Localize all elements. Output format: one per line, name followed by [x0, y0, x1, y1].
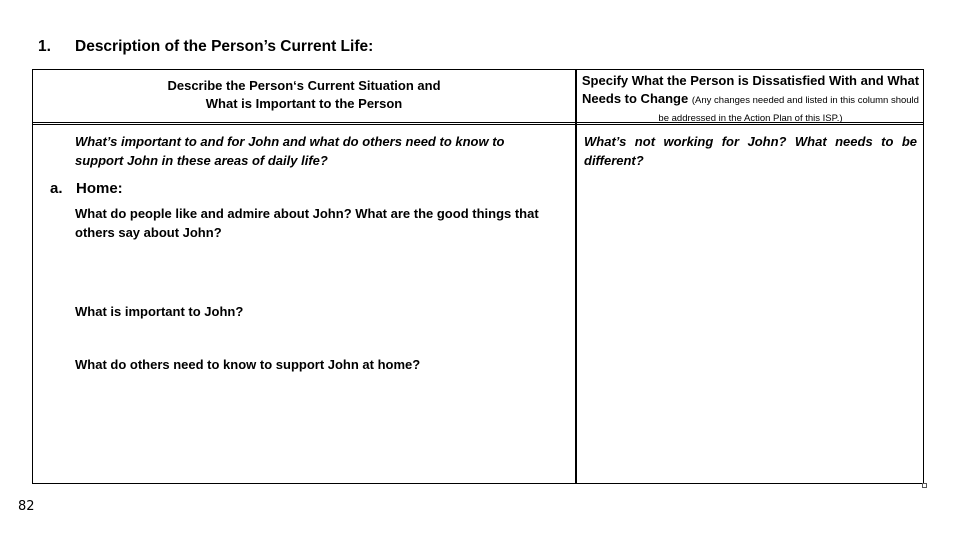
subsection-letter: a.	[50, 180, 63, 197]
question-admire: What do people like and admire about John? What are the good things that others say about John?	[75, 206, 539, 240]
section-number: 1.	[38, 38, 51, 55]
subsection-home	[50, 180, 123, 197]
question-important: What is important to John?	[75, 304, 244, 319]
resize-handle[interactable]	[922, 483, 927, 488]
left-header-line-2: What is Important to the Person	[205, 96, 403, 111]
section-heading	[38, 38, 373, 56]
page-number: 82	[18, 499, 35, 514]
right-column-header	[578, 72, 923, 126]
question-support: What do others need to know to support John at home?	[75, 357, 421, 372]
left-column-header	[33, 77, 575, 113]
column-divider	[575, 70, 577, 483]
subsection-title: Home:	[76, 180, 123, 197]
left-intro-text: What’s important to and for John and what do others need to know to support John in these areas of daily life?	[75, 134, 505, 168]
left-header-line-1: Describe the Person‘s Current Situation and	[167, 78, 441, 93]
form-table	[32, 69, 924, 484]
right-header-note: (Any changes needed and listed in this column should be addressed in the Action Plan of this ISP.)	[658, 95, 919, 124]
right-header-title: Specify What the Person is Dissatisfied With and What Needs to Change	[581, 73, 920, 106]
section-title: Description of the Person’s Current Life:	[75, 38, 374, 55]
right-intro-text: What’s not working for John? What needs to be different?	[584, 134, 917, 168]
